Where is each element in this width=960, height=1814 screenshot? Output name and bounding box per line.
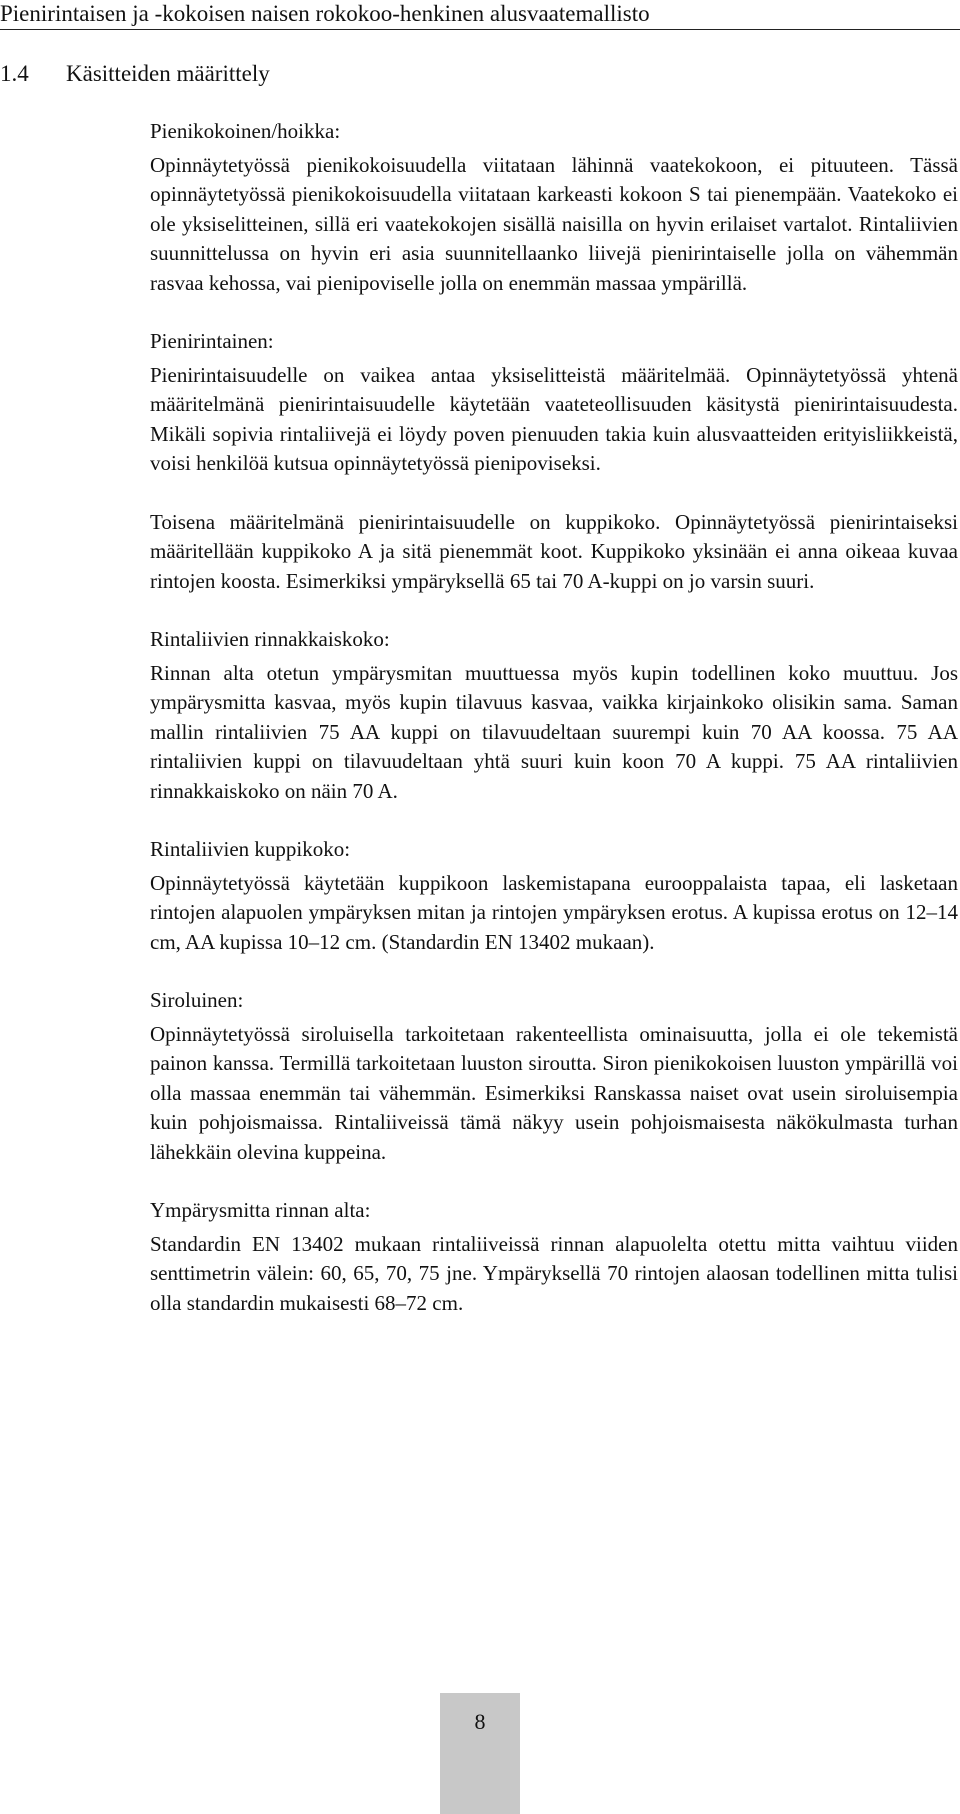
definition-paragraph: Standardin EN 13402 mukaan rintaliiveissä rinnan alapuolelta otettu mitta vaihtuu viiden senttimetrin välein: 60, 65, 70, 75 jne. Ympäryksellä 70 rintojen alaosan todellinen mitta tulisi olla standardin mukaisesti 68–72 cm. (150, 1231, 958, 1315)
section-heading (0, 60, 270, 88)
definition-rinnakkaiskoko (150, 625, 958, 806)
definition-term: Rintaliivien rinnakkaiskoko: (150, 627, 390, 651)
section-number: 1.4 (0, 61, 29, 86)
definition-term: Rintaliivien kuppikoko: (150, 837, 351, 861)
section-title: Käsitteiden määrittely (66, 61, 270, 86)
definitions-list (150, 117, 958, 1347)
running-header (0, 0, 960, 30)
definition-term: Siroluinen: (150, 988, 244, 1012)
running-title: Pienirintaisen ja -kokoisen naisen rokokoo-henkinen alusvaatemallisto (0, 1, 650, 26)
page-number-box (440, 1693, 520, 1814)
definition-paragraph: Opinnäytetyössä käytetään kuppikoon laskemistapana eurooppalaista tapaa, eli lasketaan rintojen alapuolen ympäryksen mitan ja rintojen ympäryksen erotus. A kupissa erotus on 12–14 cm, AA kupissa 10–12 cm. (Standardin EN 13402 mukaan). (150, 870, 958, 954)
definition-pienirintainen (150, 327, 958, 596)
definition-paragraph: Pienirintaisuudelle on vaikea antaa yksiselitteistä määritelmää. Opinnäytetyössä yhtenä määritelmänä pienirintaisuudelle käytetään vaateteollisuuden käsitystä pienirintaisuudesta. Mikäli sopivia rintaliivejä ei löydy poven pienuuden takia kuin alusvaatteiden erityisliikkeistä, voisi henkilöä kutsua opinnäytetyössä pienipoviseksi. (150, 362, 958, 475)
definition-siroluinen (150, 986, 958, 1167)
definition-pienikokoinen (150, 117, 958, 298)
page-number: 8 (474, 1709, 486, 1734)
definition-paragraph: Rinnan alta otetun ympärysmitan muuttuessa myös kupin todellinen koko muuttuu. Jos ympärysmitta kasvaa, myös kupin tilavuus kasvaa, vaikka kirjainkoko olisikin sama. Saman mallin rintaliivien 75 AA kuppi on tilavuudeltaan suurempi kuin 70 AA koossa. 75 AA rintaliivien kuppi on tilavuudeltaan yhtä suuri kuin koon 70 A kuppi. 75 AA rintaliivien rinnakkaiskoko on näin 70 A. (150, 660, 958, 803)
definition-paragraph: Toisena määritelmänä pienirintaisuudelle on kuppikoko. Opinnäytetyössä pienirintaiseksi määritellään kuppikoko A ja sitä pienemmät koot. Kuppikoko yksinään ei anna oikeaa kuvaa rintojen koosta. Esimerkiksi ympäryksellä 65 tai 70 A-kuppi on jo varsin suuri. (150, 509, 958, 593)
definition-term: Pienirintainen: (150, 329, 274, 353)
definition-ymparysmitta (150, 1196, 958, 1318)
definition-paragraph: Opinnäytetyössä pienikokoisuudella viitataan lähinnä vaatekokoon, ei pituuteen. Tässä opinnäytetyössä pienikokoisuudella viitataan karkeasti kokoon S tai pienempään. Vaatekoko ei ole yksiselitteinen, sillä eri vaatekokojen sisällä naisilla on hyvin erilaiset vartalot. Rintaliivien suunnittelussa on hyvin eri asia suunnitellaanko liivejä pienirintaiselle jolla on vähemmän rasvaa kehossa, vai pienipoviselle jolla on enemmän massaa ympärillä. (150, 152, 958, 295)
definition-term: Ympärysmitta rinnan alta: (150, 1198, 371, 1222)
definition-term: Pienikokoinen/hoikka: (150, 119, 341, 143)
definition-kuppikoko (150, 835, 958, 957)
definition-paragraph: Opinnäytetyössä siroluisella tarkoitetaan rakenteellista ominaisuutta, jolla ei ole tekemistä painon kanssa. Termillä tarkoitetaan luuston sirouttа. Siron pienikokoisen luuston ympärillä voi olla massaa enemmän tai vähemmän. Esimerkiksi Ranskassa naiset ovat usein siroluisempia kuin pohjoismaissa. Rintaliiveissä tämä näkyy usein pohjoismaisesta näkökulmasta turhan lähekkäin olevina kuppeina. (150, 1021, 958, 1164)
